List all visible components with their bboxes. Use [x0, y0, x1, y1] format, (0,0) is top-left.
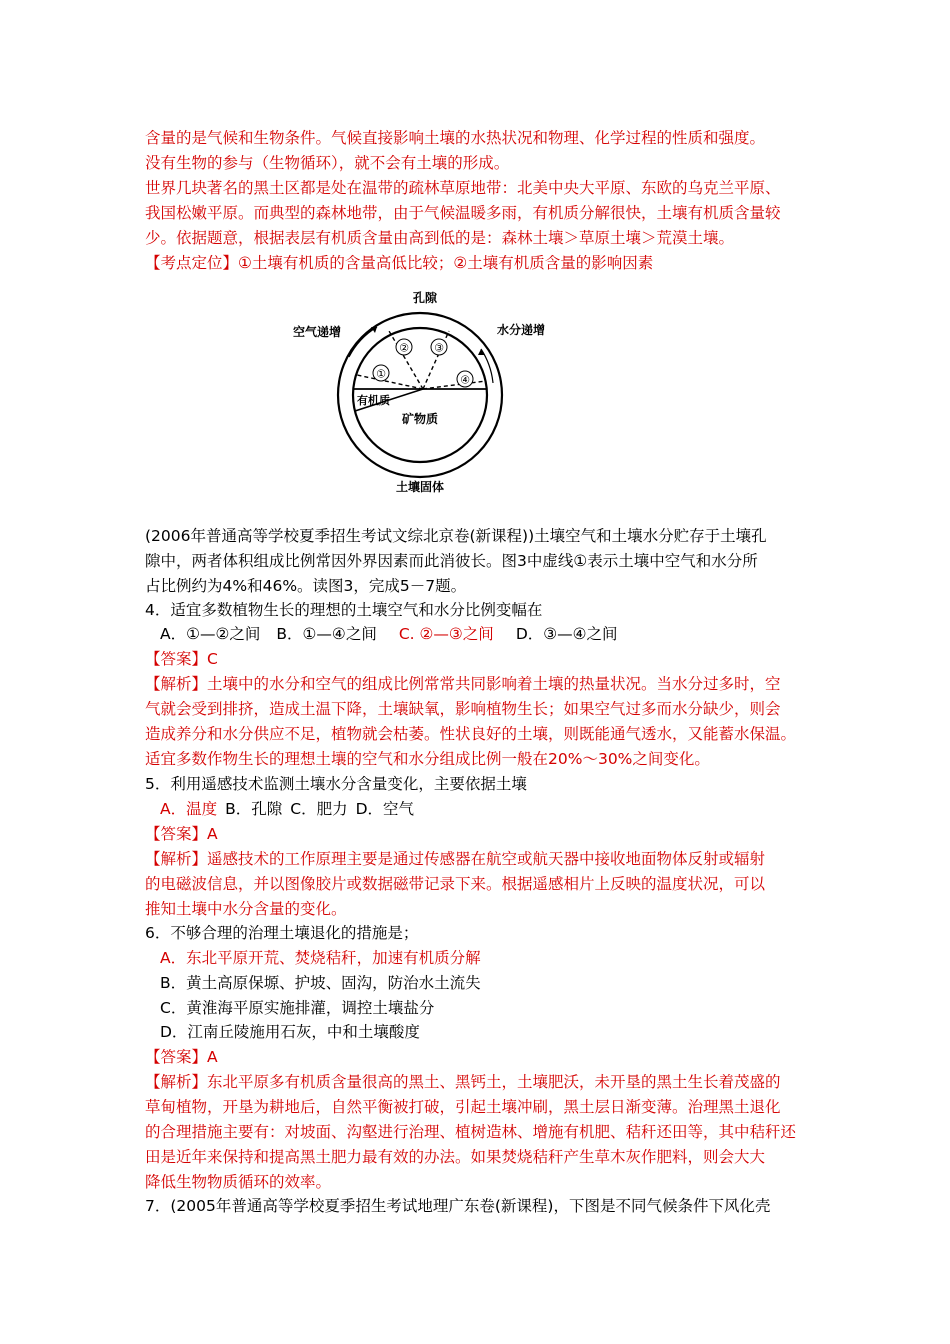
text-line-5: 少。依据题意，根据表层有机质含量由高到低的是：森林土壤＞草原土壤＞荒漠土壤。 [145, 229, 735, 247]
q6-analysis-1: 【解析】东北平原多有机质含量很高的黑土、黑钙土，土壤肥沃，未开垦的黑土生长着茂盛的 [145, 1073, 781, 1091]
marker-4 [457, 371, 473, 387]
q6-option-c: C．黄淮海平原实施排灌，调控土壤盐分 [160, 999, 435, 1017]
q5-analysis-2: 的电磁波信息，并以图像胶片或数据磁带记录下来。根据遥感相片上反映的温度状况，可以 [145, 875, 766, 893]
label-pores: 孔隙 [412, 291, 438, 305]
q5-option-c: C．肥力 [290, 800, 348, 818]
q4-option-b: B．①—④之间 [276, 625, 377, 643]
q6-option-b: B．黄土高原保塬、护坡、固沟，防治水土流失 [160, 974, 481, 992]
q5-answer: 【答案】A [145, 825, 218, 843]
q6-question: 6．不够合理的治理土壤退化的措施是； [145, 924, 419, 942]
q6-answer: 【答案】A [145, 1048, 218, 1066]
q4-question: 4．适宜多数植物生长的理想的土壤空气和水分比例变幅在 [145, 601, 543, 619]
q5-option-b: B．孔隙 [225, 800, 283, 818]
svg-text:④: ④ [460, 373, 470, 387]
q4-options [160, 622, 618, 646]
q5-option-d: D．空气 [355, 800, 415, 818]
q6-analysis-4: 田是近年来保持和提高黑土肥力最有效的办法。如果焚烧秸秆产生草木灰作肥料，则会大大 [145, 1148, 766, 1166]
svg-text:①: ① [376, 367, 386, 381]
q5-analysis-1: 【解析】遥感技术的工作原理主要是通过传感器在航空或航天器中接收地面物体反射或辐射 [145, 850, 766, 868]
q4-analysis-2: 气就会受到排挤，造成土温下降，土壤缺氧，影响植物生长；如果空气过多而水分缺少，则会 [145, 700, 781, 718]
q6-analysis-5: 降低生物物质循环的效率。 [145, 1173, 332, 1191]
stem-line-1: (2006年普通高等学校夏季招生考试文综北京卷(新课程))土壤空气和土壤水分贮存于土壤孔 [145, 527, 767, 545]
label-organic: 有机质 [357, 394, 390, 407]
marker-3 [431, 339, 447, 355]
stem-line-3: 占比例约为4%和46%。读图3，完成5－7题。 [145, 577, 467, 595]
q4-answer: 【答案】C [145, 650, 218, 668]
q4-analysis-4: 适宜多数作物生长的理想土壤的空气和水分组成比例一般在20%～30%之间变化。 [145, 750, 710, 768]
q5-question: 5．利用遥感技术监测土壤水分含量变化，主要依据土壤 [145, 775, 527, 793]
q6-option-d: D．江南丘陵施用石灰，中和土壤酸度 [160, 1023, 420, 1041]
q6-analysis-3: 的合理措施主要有：对坡面、沟壑进行治理、植树造林、增施有机肥、秸秆还田等，其中秸秆还 [145, 1123, 797, 1141]
q4-option-a: A．①—②之间 [160, 625, 261, 643]
svg-text:③: ③ [434, 341, 444, 355]
text-line-1: 含量的是气候和生物条件。气候直接影响土壤的水热状况和物理、化学过程的性质和强度。 [145, 129, 766, 147]
label-air: 空气递增 [293, 325, 342, 339]
q6-analysis-2: 草甸植物，开垦为耕地后，自然平衡被打破，引起土壤冲刷，黑土层日渐变薄。治理黑土退化 [145, 1098, 781, 1116]
q5-option-a: A．温度 [160, 800, 218, 818]
water-arrow-head [478, 349, 485, 355]
soil-composition-diagram [285, 285, 595, 500]
marker-2 [396, 339, 412, 355]
label-soil-solid: 土壤固体 [395, 480, 445, 494]
text-line-2: 没有生物的参与（生物循环），就不会有土壤的形成。 [145, 154, 510, 172]
q6-option-a: A．东北平原开荒、焚烧秸秆，加速有机质分解 [160, 949, 481, 967]
marker-1 [373, 365, 389, 381]
stem-line-2: 隙中，两者体积组成比例常因外界因素而此消彼长。图3中虚线①表示土壤中空气和水分所 [145, 552, 758, 570]
label-water: 水分递增 [497, 323, 546, 337]
text-line-4: 我国松嫩平原。而典型的森林地带，由于气候温暖多雨，有机质分解很快，土壤有机质含量较 [145, 204, 781, 222]
key-point-line: 【考点定位】①土壤有机质的含量高低比较；②土壤有机质含量的影响因素 [145, 254, 654, 272]
q4-option-d: D．③—④之间 [515, 625, 618, 643]
label-mineral: 矿物质 [401, 412, 439, 426]
q4-analysis-1: 【解析】土壤中的水分和空气的组成比例常常共同影响着土壤的热量状况。当水分过多时，空 [145, 675, 781, 693]
svg-text:②: ② [399, 341, 409, 355]
q5-analysis-3: 推知土壤中水分含量的变化。 [145, 900, 347, 918]
q4-analysis-3: 造成养分和水分供应不足，植物就会枯萎。性状良好的土壤，则既能通气透水，又能蓄水保温。 [145, 725, 797, 743]
q5-options [160, 797, 414, 821]
text-line-3: 世界几块著名的黑土区都是处在温带的疏林草原地带：北美中央大平原、东欧的乌克兰平原、 [145, 179, 781, 197]
q4-option-c: C. ②—③之间 [398, 625, 494, 643]
q7-question: 7．(2005年普通高等学校夏季招生考试地理广东卷(新课程)，下图是不同气候条件下风化壳 [145, 1197, 771, 1215]
air-arrow [349, 327, 377, 357]
